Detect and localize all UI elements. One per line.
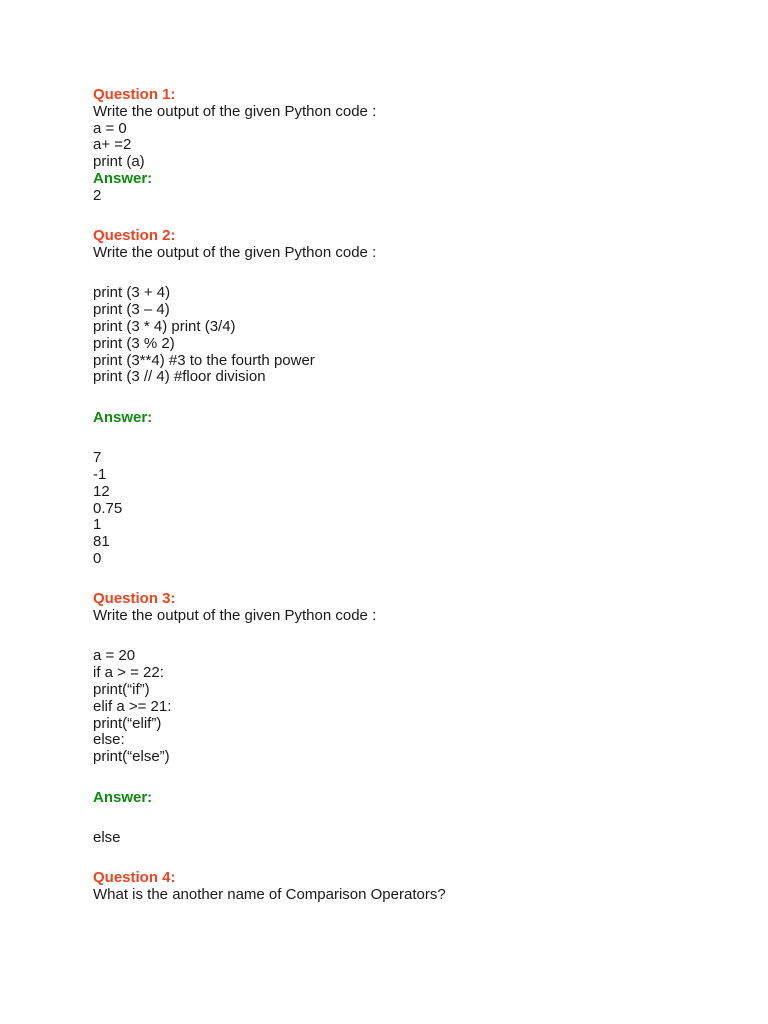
document-page	[93, 87, 446, 904]
text-line: 1	[93, 516, 102, 534]
question-heading: Question 2:	[93, 227, 176, 245]
spacer	[93, 625, 446, 649]
text-line: 0.75	[93, 499, 123, 517]
text-line: print (3 * 4) print (3/4)	[93, 317, 236, 335]
text-line: -1	[93, 465, 107, 483]
text-line: 81	[93, 533, 110, 551]
text-line: a = 0	[93, 119, 127, 137]
text-line: print (3 + 4)	[93, 284, 171, 302]
text-line: 12	[93, 482, 110, 500]
text-line: print (3 // 4) #floor division	[93, 368, 266, 386]
spacer	[93, 568, 446, 592]
question-heading: Question 4:	[93, 869, 176, 887]
text-line: 0	[93, 549, 102, 567]
answer-heading: Answer:	[93, 788, 153, 806]
text-line: print (3**4) #3 to the fourth power	[93, 351, 315, 369]
text-line: else:	[93, 731, 125, 749]
text-line: print (3 % 2)	[93, 334, 175, 352]
spacer	[93, 806, 446, 830]
spacer	[93, 205, 446, 229]
text-line: Write the output of the given Python code :	[93, 607, 377, 625]
spacer	[93, 427, 446, 451]
text-line: Write the output of the given Python code :	[93, 243, 377, 261]
text-line: print(“elif”)	[93, 714, 162, 732]
text-line: Write the output of the given Python code :	[93, 102, 377, 120]
spacer	[93, 766, 446, 790]
spacer	[93, 262, 446, 286]
spacer	[93, 386, 446, 410]
question-heading: Question 1:	[93, 86, 176, 103]
text-line: if a > = 22:	[93, 664, 164, 682]
text-line: 2	[93, 186, 102, 204]
question-heading: Question 3:	[93, 590, 176, 608]
text-line: print (3 – 4)	[93, 301, 170, 319]
text-line: elif a >= 21:	[93, 697, 172, 715]
text-line: print(“if”)	[93, 681, 150, 699]
text-line: a+ =2	[93, 136, 132, 154]
text-line: What is the another name of Comparison Operators?	[93, 886, 446, 904]
spacer	[93, 847, 446, 871]
answer-heading: Answer:	[93, 169, 153, 187]
text-line: print(“else”)	[93, 748, 170, 766]
answer-heading: Answer:	[93, 408, 153, 426]
text-line: print (a)	[93, 153, 145, 171]
text-line: else	[93, 829, 121, 847]
text-line: a = 20	[93, 647, 136, 665]
text-line: 7	[93, 449, 102, 467]
